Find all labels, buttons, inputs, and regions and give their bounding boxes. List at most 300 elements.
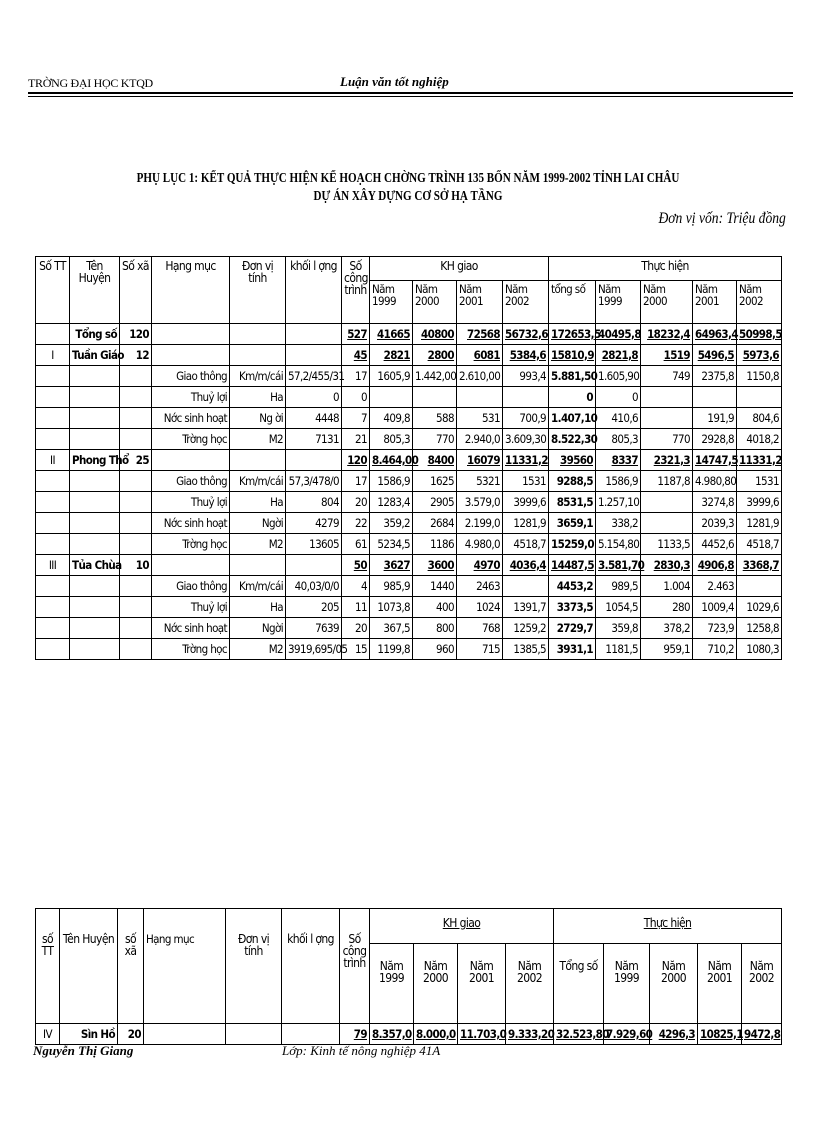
table-cell: 410,6 [596,408,641,429]
table-cell: 25 [120,450,152,471]
table-cell: 0 [286,387,342,408]
table-cell: 4448 [286,408,342,429]
table-cell [36,618,70,639]
table-cell: 12 [120,345,152,366]
table-cell: 527 [342,324,370,345]
table-row [36,366,782,387]
header-rule [28,92,793,94]
table-cell: 1531 [503,471,549,492]
table-cell: 14487,5 [549,555,596,576]
table-cell: 4452,6 [693,534,737,555]
kh-year-header: Năm 1999 [370,943,414,1024]
table-cell: 17 [342,471,370,492]
table-cell [230,345,286,366]
table-cell: 205 [286,597,342,618]
col-header-soxa: số xã [118,909,144,1024]
table-cell: 3659,1 [549,513,596,534]
table-cell: 710,2 [693,639,737,660]
table-cell: 5384,6 [503,345,549,366]
table-cell: 7131 [286,429,342,450]
table-cell: 2800 [413,345,457,366]
table-cell: 18232,4 [641,324,693,345]
khgiao-label: KH giao [442,916,481,930]
table-cell: 9472,8 [742,1024,782,1045]
results-table [35,256,782,660]
table-cell [286,450,342,471]
table-cell: 4518,7 [503,534,549,555]
table-cell: 15259,0 [549,534,596,555]
table-cell: 10 [120,555,152,576]
table-cell: 3999,6 [737,492,782,513]
table-cell: 13605 [286,534,342,555]
table-cell: 8.464,00 [370,450,413,471]
table-cell [70,366,120,387]
table-cell: M2 [230,429,286,450]
table-cell: 1.407,10 [549,408,596,429]
table-cell: 50 [342,555,370,576]
th-col-header: Tổng số [554,943,604,1024]
table-cell [152,324,230,345]
table-cell: 7 [342,408,370,429]
table-cell: Sìn Hồ [60,1024,118,1045]
table-cell: 3368,7 [737,555,782,576]
table-cell: 367,5 [370,618,413,639]
table-cell: Km/m/cái [230,366,286,387]
table-cell [70,597,120,618]
table-cell [120,513,152,534]
table-cell [70,534,120,555]
table-cell: Thuỷ lợi [152,387,230,408]
table-cell [226,1024,282,1045]
table-cell: 1150,8 [737,366,782,387]
table-row [36,534,782,555]
table-cell: 2821 [370,345,413,366]
table-cell: Trờng học [152,534,230,555]
table-cell: Ha [230,597,286,618]
table-row [36,513,782,534]
table-cell [120,639,152,660]
table-cell: 120 [120,324,152,345]
table-cell: 15 [342,639,370,660]
table-cell: 40,03/0/0 [286,576,342,597]
table-cell [70,639,120,660]
table-row [36,555,782,576]
table2-header-row [36,909,782,944]
table-cell: 50998,5 [737,324,782,345]
table-cell: 770 [641,429,693,450]
table-cell: Giao thông [152,366,230,387]
table-cell: 800 [413,618,457,639]
table-cell: 61 [342,534,370,555]
table-cell: Phong Thổ [70,450,120,471]
table-cell [230,450,286,471]
table-cell: 40495,8 [596,324,641,345]
table-cell [230,555,286,576]
table-cell [503,387,549,408]
table-cell: Ng ời [230,408,286,429]
th-col-header: Năm 1999 [596,281,641,324]
table-cell: 2821,8 [596,345,641,366]
table-cell: Nớc sinh hoạt [152,618,230,639]
table-cell: 715 [457,639,503,660]
col-header-donvi: Đơn vị tính [230,257,286,324]
kh-year-header: Năm 2000 [414,943,458,1024]
table-cell [70,576,120,597]
table-row [36,408,782,429]
table-cell: 1.442,00 [413,366,457,387]
table-cell: 14747,5 [693,450,737,471]
table-cell: Trờng học [152,429,230,450]
table-cell: 79 [340,1024,370,1045]
table-cell: 8.522,30 [549,429,596,450]
table-cell [120,534,152,555]
col-header-huyen: Tên Huyện [60,909,118,1024]
table-row [36,471,782,492]
table-cell: 3919,695/05 [286,639,342,660]
table-cell: 8531,5 [549,492,596,513]
table-cell [120,408,152,429]
table-cell [152,450,230,471]
table-cell: 1.257,10 [596,492,641,513]
table-cell: 0 [342,387,370,408]
table-cell: 989,5 [596,576,641,597]
table-cell: 4036,4 [503,555,549,576]
table-cell: Ha [230,492,286,513]
table-cell [641,387,693,408]
table-cell [120,366,152,387]
table-cell: 9288,5 [549,471,596,492]
table-cell [70,513,120,534]
table-cell [152,555,230,576]
table-cell: 4970 [457,555,503,576]
table-cell: Giao thông [152,471,230,492]
table-cell: 4906,8 [693,555,737,576]
table-cell: 959,1 [641,639,693,660]
th-col-header: Năm 2000 [641,281,693,324]
kh-year-header: Năm 2002 [503,281,549,324]
table-cell: 3600 [413,555,457,576]
table-cell: 400 [413,597,457,618]
table-cell [230,324,286,345]
kh-year-header: Năm 2000 [413,281,457,324]
table-cell [503,576,549,597]
appendix-subtitle: DỰ ÁN XÂY DỰNG CƠ SỞ HẠ TẦNG [313,188,503,203]
col-header-hangmuc: Hạng mục [144,909,226,1024]
col-header-donvi: Đơn vị tính [226,909,282,1024]
table-cell: 7.929,60 [604,1024,650,1045]
table-cell: 4.980,0 [457,534,503,555]
table-cell: 1605,9 [370,366,413,387]
table-cell: 1.605,90 [596,366,641,387]
table-cell: Nớc sinh hoạt [152,408,230,429]
table-row [36,429,782,450]
table-cell: 1.004 [641,576,693,597]
table-cell: 17 [342,366,370,387]
table-cell: 11 [342,597,370,618]
table-row [36,1024,782,1045]
table-cell [120,471,152,492]
table-cell: 2.940,0 [457,429,503,450]
table-cell: 21 [342,429,370,450]
table-cell: 2928,8 [693,429,737,450]
table-cell: 4279 [286,513,342,534]
table-cell: I [36,345,70,366]
table-cell: 2684 [413,513,457,534]
table-cell: 2.610,00 [457,366,503,387]
table-cell: 4 [342,576,370,597]
table-cell: III [36,555,70,576]
table-cell [36,471,70,492]
table-cell [70,471,120,492]
table-cell [693,387,737,408]
col-header-hangmuc: Hạng mục [152,257,230,324]
kh-year-header: Năm 2001 [457,281,503,324]
table-cell: IV [36,1024,60,1045]
table-header-row [36,257,782,281]
table-cell: 1258,8 [737,618,782,639]
table-cell: Thuỷ lợi [152,492,230,513]
table-cell: 15810,9 [549,345,596,366]
table-cell: 1440 [413,576,457,597]
table-cell: 588 [413,408,457,429]
table-cell: 120 [342,450,370,471]
table-cell: 3627 [370,555,413,576]
table-cell: 409,8 [370,408,413,429]
thuchien-label: Thực hiện [643,916,692,930]
table-cell [70,429,120,450]
table-cell [457,387,503,408]
table-cell [144,1024,226,1045]
table-cell: 72568 [457,324,503,345]
table-cell: 1283,4 [370,492,413,513]
table-cell: 1073,8 [370,597,413,618]
table-cell: Tủa Chùa [70,555,120,576]
table-cell: 1024 [457,597,503,618]
kh-year-header: Năm 2002 [506,943,554,1024]
table-cell [36,387,70,408]
footer-author: Nguyễn Thị Giang [33,1043,134,1058]
col-header-khoiluong: khối l ợng [282,909,340,1024]
table-cell [70,618,120,639]
table-cell: 8400 [413,450,457,471]
table-cell: 191,9 [693,408,737,429]
table-cell: 359,8 [596,618,641,639]
th-col-header: Năm 2001 [693,281,737,324]
table-cell: 8.000,0 [414,1024,458,1045]
col-header-socongtrinh: Số công trình [340,909,370,1024]
table-cell: 20 [342,618,370,639]
table-cell: 4296,3 [650,1024,698,1045]
col-header-thuchien: Thực hiện [549,257,782,281]
table-cell: 20 [118,1024,144,1045]
table-cell [370,387,413,408]
table-cell: 5234,5 [370,534,413,555]
footer-class: Lớp: Kinh tế nông nghiệp 41A [282,1043,441,1058]
table-cell: 4518,7 [737,534,782,555]
table-cell [70,492,120,513]
table-cell: 5.154,80 [596,534,641,555]
table-cell: 805,3 [596,429,641,450]
table-cell [36,513,70,534]
table-cell: 56732,6 [503,324,549,345]
table-cell [286,345,342,366]
table-cell: 1199,8 [370,639,413,660]
th-col-header: tổng số [549,281,596,324]
table-cell: 1391,7 [503,597,549,618]
table-cell: 64963,4 [693,324,737,345]
table-cell [120,597,152,618]
table-cell: 16079 [457,450,503,471]
table-cell: 57,3/478/0 [286,471,342,492]
table-cell: 1519 [641,345,693,366]
table-row [36,597,782,618]
table-cell [641,492,693,513]
table-cell [120,576,152,597]
table-row [36,492,782,513]
table-cell: 2.199,0 [457,513,503,534]
table-cell: 3931,1 [549,639,596,660]
table-cell: 20 [342,492,370,513]
table-cell: 723,9 [693,618,737,639]
table-cell: 1080,3 [737,639,782,660]
table-cell: 1586,9 [370,471,413,492]
table-cell: Thuỷ lợi [152,597,230,618]
table-cell: 1586,9 [596,471,641,492]
kh-year-header: Năm 1999 [370,281,413,324]
table-cell: 6081 [457,345,503,366]
table-cell: Ngời [230,513,286,534]
table-cell [70,408,120,429]
table-cell: Ha [230,387,286,408]
table-cell: 4.980,80 [693,471,737,492]
table-cell [36,597,70,618]
table-cell: 5496,5 [693,345,737,366]
table-row [36,324,782,345]
table-cell: 960 [413,639,457,660]
table-cell: Giao thông [152,576,230,597]
col-header-khgiao: KH giao [370,257,549,281]
table-cell: 5973,6 [737,345,782,366]
table-cell: 40800 [413,324,457,345]
col-header-soxa: Số xã [120,257,152,324]
table-cell: 1625 [413,471,457,492]
table-cell [70,387,120,408]
table-cell: 1181,5 [596,639,641,660]
table-cell [286,324,342,345]
table-cell: 2830,3 [641,555,693,576]
table-cell [641,513,693,534]
table-cell: 1259,2 [503,618,549,639]
table-cell [36,639,70,660]
table-cell [36,408,70,429]
th-col-header: Năm 2002 [742,943,782,1024]
table-cell: 2729,7 [549,618,596,639]
table-cell: 2.463 [693,576,737,597]
table-cell: 1187,8 [641,471,693,492]
table-cell: 700,9 [503,408,549,429]
table-cell: 531 [457,408,503,429]
table-cell [737,387,782,408]
table-cell [641,408,693,429]
table-cell: Ngời [230,618,286,639]
header-thesis-label: Luận văn tốt nghiệp [340,74,449,89]
table-cell [36,366,70,387]
table-cell: 3373,5 [549,597,596,618]
col-header-stt: số TT [36,909,60,1024]
table-cell: 41665 [370,324,413,345]
table-cell [120,618,152,639]
th-col-header: Năm 1999 [604,943,650,1024]
table-cell: 993,4 [503,366,549,387]
col-header-khoiluong: khối l ợng [286,257,342,324]
table-cell: Nớc sinh hoạt [152,513,230,534]
currency-unit-note: Đơn vị vốn: Triệu đồng [658,210,786,227]
table-cell [36,534,70,555]
table-cell: 1054,5 [596,597,641,618]
table-row [36,576,782,597]
table-cell: 804,6 [737,408,782,429]
col-header-thuchien [554,909,782,944]
th-col-header: Năm 2001 [698,943,742,1024]
table-cell: 11.703,0 [458,1024,506,1045]
table-cell: 10825,1 [698,1024,742,1045]
table-cell: Km/m/cái [230,471,286,492]
table-row [36,345,782,366]
table-cell: II [36,450,70,471]
table-cell: 378,2 [641,618,693,639]
table-cell: 359,2 [370,513,413,534]
col-header-huyen: Tên Huyện [70,257,120,324]
table-cell: 3274,8 [693,492,737,513]
table-cell: 2375,8 [693,366,737,387]
table-cell: 4018,2 [737,429,782,450]
table-cell [120,429,152,450]
table-cell: 11331,2 [737,450,782,471]
table-cell [36,429,70,450]
table-cell: Km/m/cái [230,576,286,597]
table-cell: 1531 [737,471,782,492]
table-cell: 0 [596,387,641,408]
table-cell: 5.881,50 [549,366,596,387]
table-cell: Trờng học [152,639,230,660]
table-cell [152,345,230,366]
table-row [36,618,782,639]
table-cell: 7639 [286,618,342,639]
kh-year-header: Năm 2001 [458,943,506,1024]
table-row [36,387,782,408]
table-cell: 11331,2 [503,450,549,471]
table-cell: Tuần Giáo [70,345,120,366]
table-cell: 1281,9 [503,513,549,534]
table-cell: 22 [342,513,370,534]
table-cell: 3999,6 [503,492,549,513]
table-cell [36,324,70,345]
table-cell: M2 [230,534,286,555]
table-cell [36,492,70,513]
table-cell [286,555,342,576]
table-cell: 1009,4 [693,597,737,618]
table-cell: 39560 [549,450,596,471]
table-cell: 8.357,0 [370,1024,414,1045]
table-cell: 1281,9 [737,513,782,534]
table-cell [36,576,70,597]
table-cell: 0 [549,387,596,408]
th-col-header: Năm 2002 [737,281,782,324]
table-cell: 9.333,20 [506,1024,554,1045]
table-cell: 172653,5 [549,324,596,345]
table-cell: 5321 [457,471,503,492]
table-cell: 2905 [413,492,457,513]
